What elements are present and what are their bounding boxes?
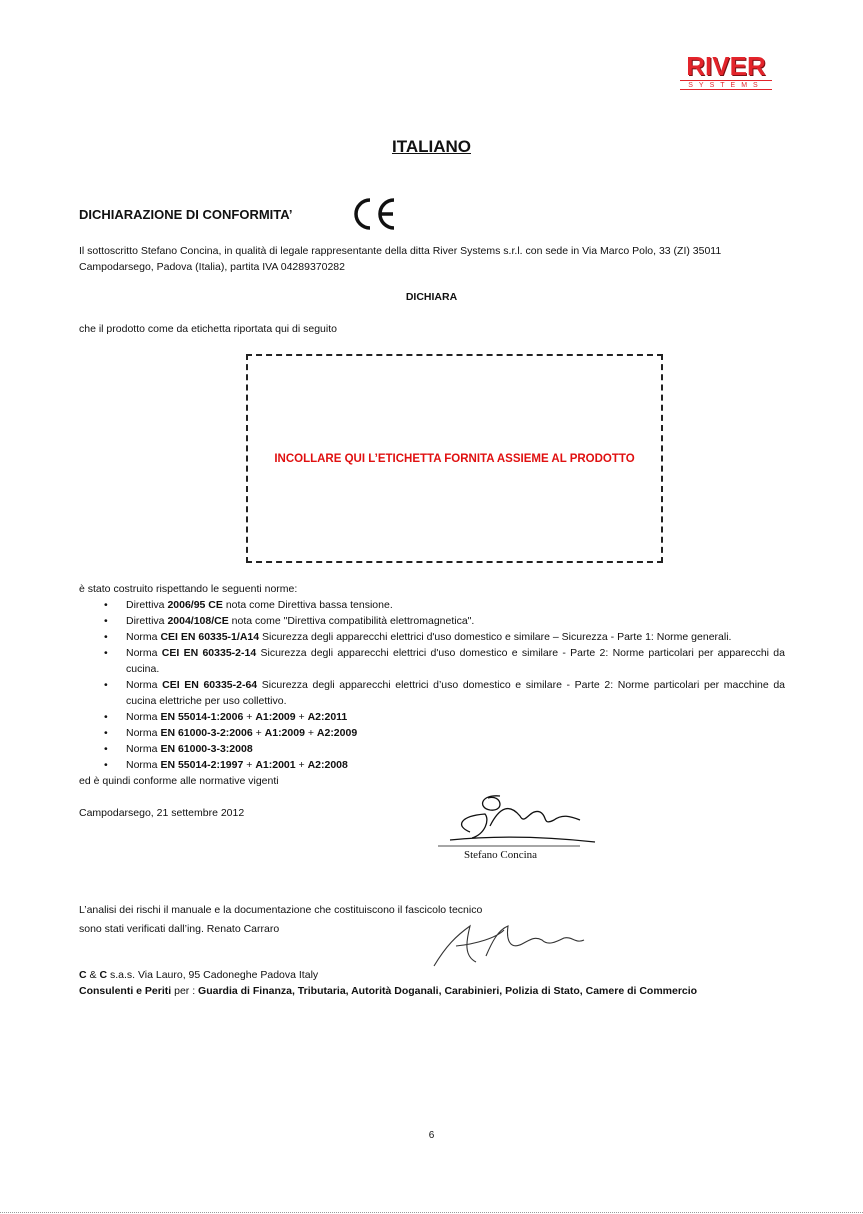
- bullet-icon: •: [104, 647, 108, 659]
- bullet-icon: •: [104, 615, 108, 627]
- label-placeholder-box: [246, 354, 663, 563]
- product-line: che il prodotto come da etichetta riportata qui di seguito: [79, 323, 337, 335]
- river-systems-logo: [680, 52, 772, 92]
- bullet-icon: •: [104, 743, 108, 755]
- signature-concina-icon: [430, 786, 600, 862]
- signatory-name: Stefano Concina: [464, 849, 538, 861]
- bullet-icon: •: [104, 679, 108, 691]
- list-item: • Direttiva 2004/108/CE nota come "Direttiva compatibilità elettromagnetica".: [104, 615, 475, 627]
- bullet-icon: •: [104, 759, 108, 771]
- conformity-line: ed è quindi conforme alle normative vigenti: [79, 775, 279, 787]
- logo-main-text: RIVER: [686, 51, 766, 81]
- signature-carraro-icon: [426, 916, 596, 972]
- list-item: • Norma CEI EN 60335-2-14 Sicurezza degli apparecchi elettrici d'uso domestico e similare - Parte 2: Norme particolari per apparecchi da cucina.: [104, 647, 785, 675]
- page-title: ITALIANO: [391, 137, 471, 156]
- label-placeholder-text: INCOLLARE QUI L’ETICHETTA FORNITA ASSIEME AL PRODOTTO: [274, 452, 635, 465]
- list-item: • Norma CEI EN 60335-1/A14 Sicurezza degli apparecchi elettrici d'uso domestico e similare – Sicurezza - Parte 1: Norme generali.: [104, 631, 732, 643]
- intro-line-1: Il sottoscritto Stefano Concina, in qualità di legale rappresentante della ditta River Systems s.r.l. con sede in Via Marco Polo, 33 (ZI) 35011: [79, 245, 722, 257]
- analysis-line-1: L’analisi dei rischi il manuale e la documentazione che costituiscono il fascicolo tecnico: [79, 904, 483, 916]
- bullet-icon: •: [104, 727, 108, 739]
- analysis-line-2: sono stati verificati dall’ing. Renato Carraro: [79, 923, 280, 935]
- page-bottom-border: [0, 1212, 863, 1213]
- page-number: 6: [428, 1130, 435, 1141]
- norms-intro: è stato costruito rispettando le seguenti norme:: [79, 583, 298, 595]
- list-item: • Norma EN 61000-3-2:2006 + A1:2009 + A2:2009: [104, 727, 358, 739]
- list-item: • Direttiva 2006/95 CE nota come Direttiva bassa tensione.: [104, 599, 393, 611]
- list-item: • Norma EN 55014-2:1997 + A1:2001 + A2:2008: [104, 759, 348, 771]
- consultants-line: Consulenti e Periti per : Guardia di Finanza, Tributaria, Autorità Doganali, Carabinieri, Polizia di Stato, Camere di Commercio: [79, 985, 698, 997]
- company-line: C & C s.a.s. Via Lauro, 95 Cadoneghe Padova Italy: [79, 969, 319, 981]
- ce-mark-icon: [350, 196, 398, 232]
- list-item: • Norma CEI EN 60335-2-64 Sicurezza degli apparecchi elettrici d’uso domestico e similare - Parte 2: Norme particolari per macchine da cucina elettriche per uso collettivo.: [104, 679, 785, 707]
- declaration-heading: DICHIARAZIONE DI CONFORMITA’: [79, 207, 293, 222]
- list-item: • Norma EN 55014-1:2006 + A1:2009 + A2:2011: [104, 711, 348, 723]
- bullet-icon: •: [104, 631, 108, 643]
- bullet-icon: •: [104, 711, 108, 723]
- place-date: Campodarsego, 21 settembre 2012: [79, 807, 245, 819]
- bullet-icon: •: [104, 599, 108, 611]
- logo-sub-text: SYSTEMS: [680, 80, 772, 90]
- list-item: • Norma EN 61000-3-3:2008: [104, 743, 253, 755]
- intro-line-2: Campodarsego, Padova (Italia), partita IVA 04289370282: [79, 261, 345, 273]
- norms-list: [99, 597, 785, 773]
- dichiara-heading: DICHIARA: [405, 291, 458, 303]
